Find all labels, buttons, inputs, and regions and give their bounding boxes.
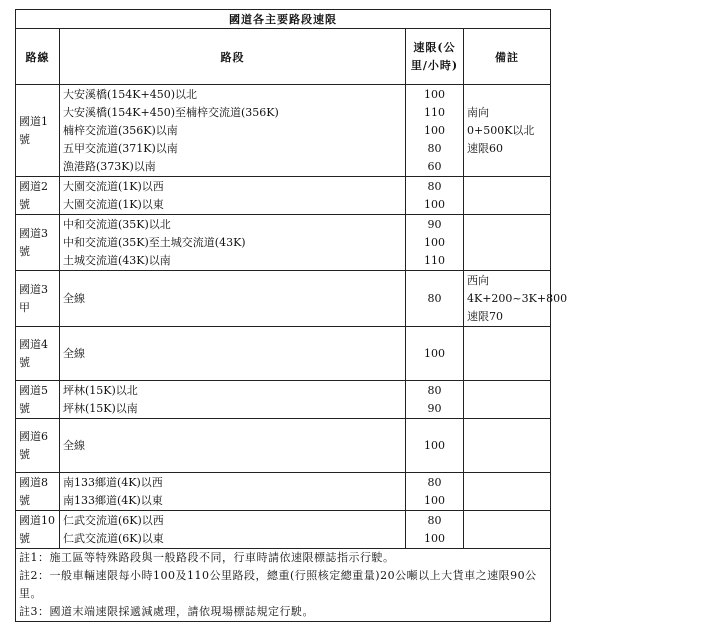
- segment-cell: [60, 511, 406, 549]
- note-cell: [464, 271, 568, 327]
- segment-text: 坪林(15K)以北: [63, 383, 138, 397]
- table-row: [16, 327, 551, 381]
- limit-value: 60: [427, 159, 442, 173]
- limit-cell: [406, 271, 464, 327]
- route-cell: 國道3號: [16, 215, 60, 271]
- route-cell: 國道10號: [16, 511, 60, 549]
- table-title: 國道各主要路段速限: [16, 10, 551, 29]
- segment-text: 大園交流道(1K)以東: [63, 197, 164, 211]
- limit-value: 100: [424, 346, 445, 360]
- segment-text: 坪林(15K)以南: [63, 401, 138, 415]
- limit-cell: [406, 85, 464, 177]
- footnote-row: [16, 549, 551, 622]
- limit-value: 100: [424, 438, 445, 452]
- header-row: [16, 29, 551, 85]
- segment-cell: [60, 271, 406, 327]
- limit-cell: [406, 511, 464, 549]
- note-cell: [464, 419, 551, 473]
- note-text: 南向: [467, 105, 489, 119]
- segment-cell: [60, 473, 406, 511]
- header-limit: 速限(公里/小時): [406, 29, 464, 85]
- header-note: 備註: [464, 29, 551, 85]
- note-text: 4K+200~3K+800: [467, 291, 568, 305]
- note-cell: [464, 215, 551, 271]
- segment-text: 中和交流道(35K)至土城交流道(43K): [63, 235, 246, 249]
- note-text: 速限70: [467, 309, 503, 323]
- limit-value: 110: [424, 105, 445, 119]
- note-cell: [464, 327, 551, 381]
- table-row: [16, 85, 551, 177]
- header-route: 路線: [16, 29, 60, 85]
- route-cell: 國道8號: [16, 473, 60, 511]
- limit-value: 80: [427, 179, 442, 193]
- limit-value: 80: [427, 141, 442, 155]
- route-cell: 國道3甲: [16, 271, 60, 327]
- note-cell: [464, 381, 551, 419]
- limit-value: 100: [424, 493, 445, 507]
- limit-cell: [406, 215, 464, 271]
- limit-value: 80: [427, 475, 442, 489]
- segment-cell: [60, 215, 406, 271]
- segment-cell: [60, 327, 406, 381]
- limit-cell: [406, 419, 464, 473]
- footnote-text: 註3：國道末端速限採遞減處理，請依現場標誌規定行駛。: [19, 605, 314, 618]
- limit-value: 100: [424, 123, 445, 137]
- segment-text: 南133鄉道(4K)以西: [63, 475, 163, 489]
- note-cell: [464, 85, 551, 177]
- footnote-text: 註1：施工區等特殊路段與一般路段不同，行車時請依速限標誌指示行駛。: [19, 551, 395, 564]
- segment-text: 全線: [63, 291, 85, 305]
- title-row: [16, 10, 551, 29]
- limit-value: 90: [427, 401, 442, 415]
- footnotes-cell: [16, 549, 551, 622]
- segment-text: 漁港路(373K)以南: [63, 159, 156, 173]
- limit-value: 100: [424, 197, 445, 211]
- limit-value: 100: [424, 235, 445, 249]
- route-cell: 國道6號: [16, 419, 60, 473]
- limit-cell: [406, 327, 464, 381]
- limit-cell: [406, 381, 464, 419]
- limit-cell: [406, 473, 464, 511]
- limit-cell: [406, 177, 464, 215]
- route-cell: 國道2號: [16, 177, 60, 215]
- segment-cell: [60, 177, 406, 215]
- segment-text: 五甲交流道(371K)以南: [63, 141, 178, 155]
- limit-value: 80: [427, 513, 442, 527]
- segment-text: 中和交流道(35K)以北: [63, 217, 171, 231]
- segment-text: 大園交流道(1K)以西: [63, 179, 164, 193]
- header-segment: 路段: [60, 29, 406, 85]
- limit-value: 100: [424, 87, 445, 101]
- table-row: [16, 271, 551, 327]
- table-row: [16, 419, 551, 473]
- route-cell: 國道1號: [16, 85, 60, 177]
- limit-value: 100: [424, 531, 445, 545]
- segment-text: 仁武交流道(6K)以東: [63, 531, 164, 545]
- segment-text: 土城交流道(43K)以南: [63, 253, 171, 267]
- note-cell: [464, 473, 551, 511]
- note-cell: [464, 511, 551, 549]
- note-cell: [464, 177, 551, 215]
- segment-cell: [60, 85, 406, 177]
- segment-text: 大安溪橋(154K+450)以北: [63, 87, 198, 101]
- segment-text: 楠梓交流道(356K)以南: [63, 123, 178, 137]
- table-row: [16, 177, 551, 215]
- speed-limit-table: [15, 9, 568, 622]
- table-row: [16, 473, 551, 511]
- table-row: [16, 511, 551, 549]
- limit-value: 80: [427, 383, 442, 397]
- segment-text: 全線: [63, 438, 85, 452]
- segment-cell: [60, 381, 406, 419]
- segment-text: 南133鄉道(4K)以東: [63, 493, 163, 507]
- note-text: 0+500K以北: [467, 123, 535, 137]
- segment-text: 大安溪橋(154K+450)至楠梓交流道(356K): [63, 105, 279, 119]
- table-row: [16, 215, 551, 271]
- limit-value: 110: [424, 253, 445, 267]
- limit-value: 80: [427, 291, 442, 305]
- note-text: 西向: [467, 273, 489, 287]
- limit-value: 90: [427, 217, 442, 231]
- route-cell: 國道4號: [16, 327, 60, 381]
- route-cell: 國道5號: [16, 381, 60, 419]
- table-row: [16, 381, 551, 419]
- note-text: 速限60: [467, 141, 503, 155]
- table-body: [16, 10, 568, 622]
- segment-text: 仁武交流道(6K)以西: [63, 513, 164, 527]
- segment-cell: [60, 419, 406, 473]
- segment-text: 全線: [63, 346, 85, 360]
- footnote-text: 註2：一般車輛速限每小時100及110公里路段，總重(行照核定總重量)20公噸以上大貨車之速限90公里。: [19, 569, 537, 600]
